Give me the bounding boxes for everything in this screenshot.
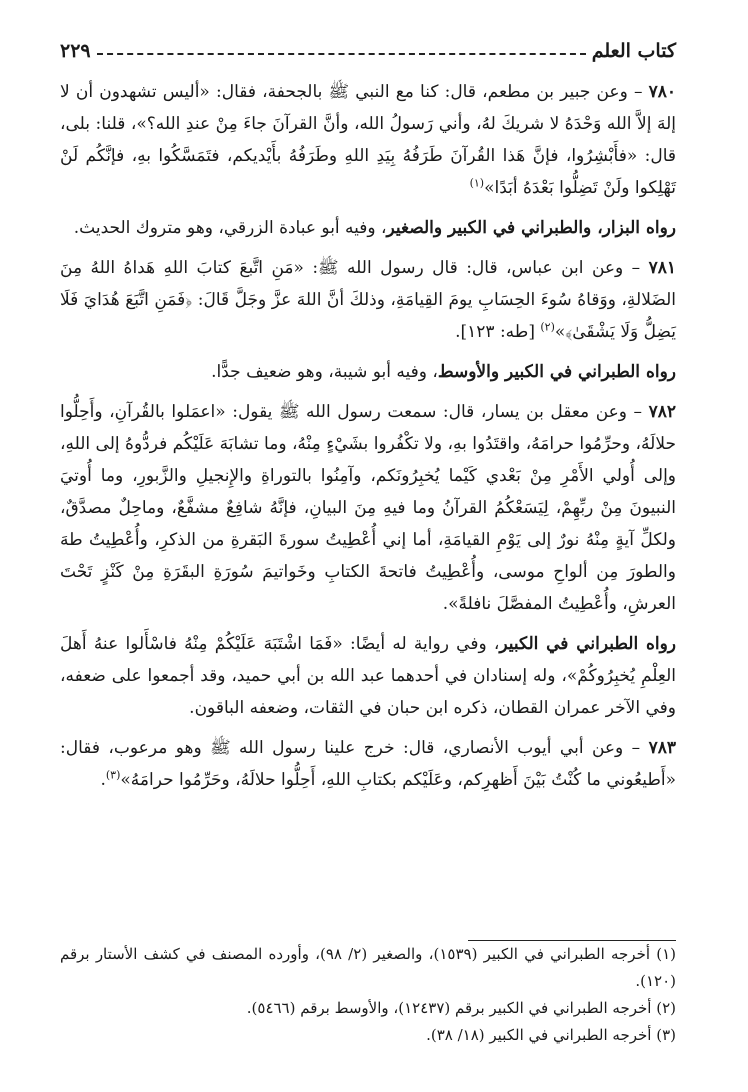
hadith-text: «أليس تشهدون أن لا إلهَ إلاَّ الله وَحْدَهُ لا شريكَ لهُ، وأني رَسولُ الله، وأنَّ القرآنَ جاءَ مِنْ عندِ الله؟»، قلنا: بلى، قال: «فأَبْشِرُوا، فإنَّ هَذا القُرآنَ طَرَفُهُ بِيَدِ اللهِ وطَرَفُهُ بأَيْديكم، فتَمَسَّكُوا بهِ، فإنَّكُم لَنْ تَهْلِكوا ولَنْ تَضِلُّوا بَعْدَهُ أبَدًا» <box>60 82 676 198</box>
hadith-intro: – وعن أبي أيوب الأنصاري، قال: خرج علينا رسول الله ﷺ وهو مرعوب، فقال: <box>60 738 649 758</box>
source-781 <box>60 356 676 388</box>
footnotes <box>60 940 676 1049</box>
source-780 <box>60 212 676 244</box>
footnote-3: (٣) أخرجه الطبراني في الكبير (١٨/ ٣٨). <box>426 1026 676 1044</box>
source-rest: ، وفي رواية له أيضًا: «فَمَا اشْتَبَهَ عَلَيْكُمْ مِنْهُ فاسْأَلوا عنهُ أَهلَ العِلْمِ يُخبِرُوكُمْ»، وله إسنادان في أحدهما عبد الله بن أبي حميد، وقد أجمعوا على ضعفه، وفي الآخر عمران القطان، ذكره ابن حبان في الثقات، وضعفه الباقون. <box>60 634 676 718</box>
book-title: كتاب العلم <box>591 40 676 62</box>
hadith-text: «اعمَلوا بالقُرآنِ، وأَحِلُّوا حلالَهُ، وحرِّمُوا حرامَهُ، واقتَدُوا بهِ، ولا تكْفُروا بشَيْءٍ مِنْهُ، وما تشابَهَ عَلَيْكُم فردُّوهُ إلى اللهِ، وإلى أُولي الأَمْرِ مِنْ بَعْدي كَيْما يُخبِرُونَكم، وآمِنُوا بالتوراةِ والإِنجيلِ والزَّبورِ، وما أُوتيَ النبيونَ مِنْ ربِّهِمْ، لِيَسَعْكُمُ القرآنُ وما فيهِ مِنَ البيانِ، فإنَّهُ شافِعٌ مشفَّعٌ، وماحِلٌ مصدَّقٌ، ولكلِّ آيةٍ مِنْهُ نورٌ إلى يَوْمِ القيامَةِ، أما إني أُعْطِيتُ سورةَ البَقرةِ من الذكرِ، وأُعْطِيتُ طهَ والطورَ مِن ألواحِ موسى، وأُعْطِيتُ فاتحةَ الكتابِ وخَواتيمَ سُورَةِ البقَرَةِ مِنْ كَنْزٍ تَحْتَ العرشِ، وأُعْطِيتُ المفصَّلَ نافلةً» <box>60 402 676 614</box>
footnote-ref: (١) <box>469 176 485 190</box>
source-bold: رواه الطبراني في الكبير والأوسط <box>437 362 676 382</box>
hadith-intro: – وعن جبير بن مطعم، قال: كنا مع النبي ﷺ بالجحفة، فقال: <box>209 82 649 102</box>
source-rest: ، وفيه أبو شيبة، وهو ضعيف جدًّا. <box>211 362 438 382</box>
hadith-number: ٧٨٠ <box>648 82 677 102</box>
hadith-number: ٧٨١ <box>648 258 676 278</box>
hadith-text: «أَطيعُوني ما كُنْتُ بَيْنَ أَظهرِكم، وعَلَيْكم بكتابِ اللهِ، أَحِلُّوا حلالَهُ، وحَرِّمُوا حرامَهُ» <box>120 770 676 790</box>
source-782 <box>60 628 676 724</box>
footnote-ref: (٣) <box>105 768 121 782</box>
source-bold: رواه البزار، والطبراني في الكبير والصغير <box>386 218 676 238</box>
hadith-783 <box>60 732 676 796</box>
source-rest: ، وفيه أبو عبادة الزرقي، وهو متروك الحديث. <box>73 218 387 238</box>
source-bold: رواه الطبراني في الكبير <box>499 634 676 654</box>
hadith-tail: . <box>442 594 449 614</box>
footnote-ref: (٢) <box>540 320 555 334</box>
hadith-tail: . <box>100 770 106 790</box>
footnote-1: (١) أخرجه الطبراني في الكبير (١٥٣٩)، والصغير (٢/ ٩٨)، وأورده المصنف في كشف الأستار برقم (١٢٠). <box>60 945 676 990</box>
hadith-780 <box>60 76 676 204</box>
running-header <box>60 36 676 66</box>
hadith-intro: – وعن ابن عباس، قال: قال رسول الله ﷺ: <box>303 258 649 278</box>
footnote-2: (٢) أخرجه الطبراني في الكبير برقم (١٢٤٣٧)، والأوسط برقم (٥٤٦٦). <box>246 999 676 1017</box>
header-dashed-rule <box>97 53 586 55</box>
hadith-tail: [طه: ١٢٣]. <box>455 322 541 342</box>
hadith-text: «مَنِ اتَّبعَ كتابَ اللهِ هَداهُ اللهُ مِنَ الضَلالةِ، ووَقاهُ سُوءَ الحِسَابِ يومَ القِيامَةِ، وذلكَ أنَّ اللهَ عزَّ وجَلَّ قَالَ: ﴿فَمَنِ اتَّبَعَ هُدَايَ فَلَا يَضِلُّ وَلَا يَشْقَىٰ﴾» <box>60 258 676 342</box>
hadith-intro: – وعن معقل بن يسار، قال: سمعت رسول الله ﷺ يقول: <box>225 402 649 422</box>
hadith-781 <box>60 252 676 348</box>
hadith-number: ٧٨٢ <box>648 402 676 422</box>
main-text <box>60 76 676 796</box>
hadith-number: ٧٨٣ <box>648 738 676 758</box>
page-number: ٢٢٩ <box>60 40 91 62</box>
hadith-782 <box>60 396 676 620</box>
